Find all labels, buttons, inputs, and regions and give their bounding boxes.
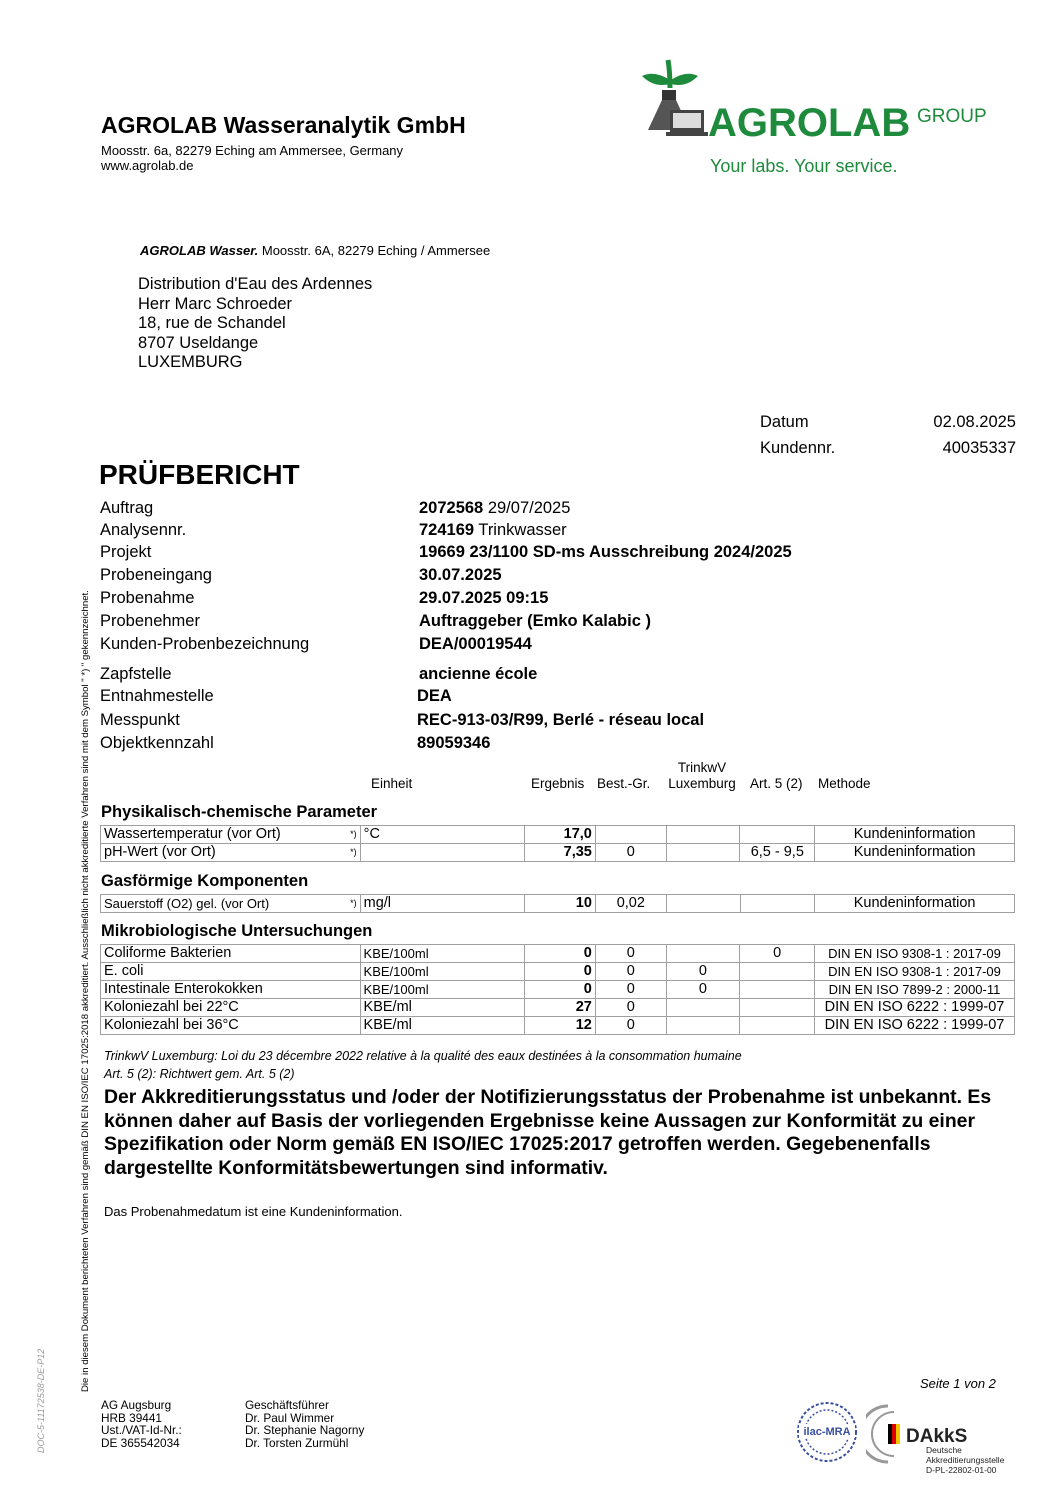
info-label: Messpunkt xyxy=(100,711,180,729)
sender-line xyxy=(140,243,490,258)
footer-line: HRB 39441 xyxy=(101,1410,162,1425)
page-number: Seite 1 von 2 xyxy=(920,1376,996,1391)
art5-cell xyxy=(740,999,815,1017)
unit-cell: KBE/100ml xyxy=(360,963,525,981)
footer-line: Geschäftsführer xyxy=(245,1398,329,1412)
info-value xyxy=(419,521,567,540)
non-accredited-flag: *) xyxy=(350,898,357,908)
recipient-line: 18, rue de Schandel xyxy=(138,314,286,333)
info-row-extraction-point xyxy=(100,687,860,709)
footer-line: AG Augsburg xyxy=(101,1398,172,1412)
sampling-date-note: Das Probenahmedatum ist eine Kundeninformation. xyxy=(104,1204,403,1219)
param-cell: Koloniezahl bei 22°C xyxy=(101,999,361,1017)
info-value: 30.07.2025 xyxy=(419,566,502,584)
col-header-method: Methode xyxy=(818,776,871,791)
trinkwv-cell xyxy=(666,895,740,913)
recipient-line: Herr Marc Schroeder xyxy=(138,294,293,313)
trinkwv-cell: 0 xyxy=(666,963,740,981)
company-name: AGROLAB Wasseranalytik GmbH xyxy=(101,112,466,138)
param-cell: Coliforme Bakterien xyxy=(101,945,361,963)
art5-cell xyxy=(740,895,815,913)
art5-cell: 0 xyxy=(740,945,815,963)
agrolab-logo xyxy=(640,58,1010,183)
result-cell: 12 xyxy=(525,1017,596,1035)
col-header-result: Ergebnis xyxy=(531,776,585,791)
art5-cell xyxy=(740,981,815,999)
result-cell: 10 xyxy=(525,895,596,913)
result-cell: 0 xyxy=(525,945,596,963)
footer-line: Dr. Paul Wimmer xyxy=(245,1410,335,1425)
limit-cell: 0 xyxy=(595,981,666,999)
lab-flask-icon xyxy=(642,60,708,136)
param-cell xyxy=(101,826,361,844)
art5-cell xyxy=(740,963,815,981)
trinkwv-cell xyxy=(666,826,740,844)
info-label: Probenahme xyxy=(100,589,195,607)
date-row xyxy=(760,413,1016,432)
info-value-plain: 29/07/2025 xyxy=(483,499,571,517)
company-address-block xyxy=(101,143,403,173)
non-accredited-flag: *) xyxy=(350,829,357,839)
footer-line: Ust./VAT-Id-Nr.: xyxy=(101,1423,182,1437)
result-cell: 0 xyxy=(525,963,596,981)
document-code: DOC-5-11172538-DE-P12 xyxy=(36,1348,46,1453)
accreditation-warning: Der Akkreditierungsstatus und /oder der Notifizierungsstatus der Probenahme ist unbekannt. Es können daher auf Basis der vorliegenden Ergebnisse keine Aussagen zur Konformität zu einer Spezifikation oder Norm gemäß EN ISO/IEC 17025:2017 getroffen werden. Gegebenenfalls dargestellte Konformitätsbewertungen sind informativ. xyxy=(104,1086,992,1179)
unit-cell: KBE/ml xyxy=(360,1017,525,1035)
method-cell: DIN EN ISO 7899-2 : 2000-11 xyxy=(815,981,1015,999)
trinkwv-cell xyxy=(666,999,740,1017)
ilac-text: ilac-MRA xyxy=(803,1426,851,1438)
accreditation-side-text: Die in diesem Dokument berichteten Verfahren sind gemäß DIN EN ISO/IEC 17025:2018 akkreditiert. Ausschließlich nicht akkreditierte Verfahren sind mit dem Symbol " *) " gekennzeichnet. xyxy=(80,590,91,1392)
sender-address: Moosstr. 6A, 82279 Eching / Ammersee xyxy=(261,243,491,258)
info-row-project xyxy=(100,543,860,565)
param-name: Sauerstoff (O2) gel. (vor Ort) xyxy=(104,896,270,911)
info-value: Auftraggeber (Emko Kalabic ) xyxy=(419,612,651,630)
limit-cell: 0 xyxy=(595,1017,666,1035)
results-table-gaseous xyxy=(100,894,1015,913)
method-cell: DIN EN ISO 9308-1 : 2017-09 xyxy=(815,963,1015,981)
param-cell xyxy=(101,844,361,862)
unit-cell: KBE/100ml xyxy=(360,945,525,963)
trinkwv-cell: 0 xyxy=(666,981,740,999)
non-accredited-flag: *) xyxy=(350,847,357,857)
section-title-physchem: Physikalisch-chemische Parameter xyxy=(101,803,378,821)
recipient-line: Distribution d'Eau des Ardennes xyxy=(138,275,373,293)
info-row-customer-sample-id xyxy=(100,635,860,657)
param-cell: Koloniezahl bei 36°C xyxy=(101,1017,361,1035)
footer-line: DE 365542034 xyxy=(101,1435,180,1450)
result-cell: 17,0 xyxy=(525,826,596,844)
info-value xyxy=(419,499,570,518)
info-label: Analysennr. xyxy=(100,521,187,539)
logo-slogan: Your labs. Your service. xyxy=(710,156,898,176)
col-header-unit: Einheit xyxy=(371,776,413,791)
param-name: Wassertemperatur (vor Ort) xyxy=(104,826,281,842)
method-cell: DIN EN ISO 9308-1 : 2017-09 xyxy=(815,945,1015,963)
info-label: Entnahmestelle xyxy=(100,687,214,705)
info-row-order xyxy=(100,499,860,521)
ilac-mra-logo xyxy=(795,1400,859,1464)
art5-cell xyxy=(740,826,815,844)
table-row xyxy=(101,981,1015,999)
info-value: REC-913-03/R99, Berlé - réseau local xyxy=(417,711,705,729)
info-row-sampling xyxy=(100,589,860,611)
param-cell: Intestinale Enterokokken xyxy=(101,981,361,999)
recipient-line: LUXEMBURG xyxy=(138,353,243,372)
param-name: pH-Wert (vor Ort) xyxy=(104,844,216,860)
company-address: Moosstr. 6a, 82279 Eching am Ammersee, Germany xyxy=(101,143,404,158)
customer-number-row xyxy=(760,439,1016,458)
info-value: ancienne école xyxy=(419,665,538,683)
footnote-art5: Art. 5 (2): Richtwert gem. Art. 5 (2) xyxy=(104,1067,295,1081)
method-cell: DIN EN ISO 6222 : 1999-07 xyxy=(815,1017,1015,1035)
limit-cell: 0 xyxy=(595,844,666,862)
recipient-line: 8707 Useldange xyxy=(138,333,259,352)
method-cell: Kundeninformation xyxy=(815,844,1015,862)
info-value-bold: 2072568 xyxy=(419,499,484,517)
table-row xyxy=(101,1017,1015,1035)
results-table-physchem xyxy=(100,825,1015,862)
dakks-subtitle-1: Deutsche xyxy=(926,1445,962,1455)
info-label: Kunden-Probenbezeichnung xyxy=(100,635,310,653)
info-label: Auftrag xyxy=(100,499,154,517)
info-row-sampler xyxy=(100,612,860,634)
section-title-microbio: Mikrobiologische Untersuchungen xyxy=(101,922,373,940)
result-cell: 27 xyxy=(525,999,596,1017)
customer-number-value: 40035337 xyxy=(942,439,1016,457)
results-table-microbio xyxy=(100,944,1015,1035)
trinkwv-cell xyxy=(666,1017,740,1035)
info-row-analysis xyxy=(100,521,860,543)
col-header-trinkwv-top: TrinkwV xyxy=(677,760,727,775)
info-label: Zapfstelle xyxy=(100,665,172,683)
info-label: Projekt xyxy=(100,543,152,561)
info-value: 29.07.2025 09:15 xyxy=(419,589,549,607)
col-header-trinkwv xyxy=(664,760,740,792)
info-value: DEA/00019544 xyxy=(419,635,532,653)
info-row-measuring-point xyxy=(100,711,860,733)
info-label: Probeneingang xyxy=(100,566,212,584)
info-row-sample-receipt xyxy=(100,566,860,588)
table-row xyxy=(101,844,1015,862)
info-value-plain: Trinkwasser xyxy=(474,521,567,539)
limit-cell: 0,02 xyxy=(595,895,666,913)
method-cell: Kundeninformation xyxy=(815,895,1015,913)
report-title: PRÜFBERICHT xyxy=(99,459,300,490)
dakks-id: D-PL-22802-01-00 xyxy=(926,1465,997,1475)
unit-cell: KBE/ml xyxy=(360,999,525,1017)
param-cell: E. coli xyxy=(101,963,361,981)
method-cell: DIN EN ISO 6222 : 1999-07 xyxy=(815,999,1015,1017)
trinkwv-cell xyxy=(666,844,740,862)
result-cell: 0 xyxy=(525,981,596,999)
logo-brand-text: AGROLAB xyxy=(708,101,911,145)
sender-bold: AGROLAB Wasser. xyxy=(140,243,259,258)
art5-cell: 6,5 - 9,5 xyxy=(740,844,815,862)
footnote-trinkwv: TrinkwV Luxemburg: Loi du 23 décembre 2022 relative à la qualité des eaux destinées à la consommation humaine xyxy=(104,1049,742,1063)
section-title-gaseous: Gasförmige Komponenten xyxy=(101,872,309,890)
col-header-art5: Art. 5 (2) xyxy=(750,776,803,791)
date-value: 02.08.2025 xyxy=(933,413,1016,431)
table-row xyxy=(101,999,1015,1017)
limit-cell: 0 xyxy=(595,963,666,981)
limit-cell xyxy=(595,826,666,844)
info-label: Objektkennzahl xyxy=(100,734,214,752)
col-header-trinkwv-bottom: Luxemburg xyxy=(668,776,736,791)
limit-cell: 0 xyxy=(595,945,666,963)
info-value: 19669 23/1100 SD-ms Ausschreibung 2024/2025 xyxy=(419,543,792,561)
footer-management xyxy=(245,1399,364,1449)
unit-cell xyxy=(360,844,524,862)
table-row xyxy=(101,945,1015,963)
info-value: DEA xyxy=(417,687,452,705)
footer-line: Dr. Stephanie Nagorny xyxy=(245,1423,365,1437)
customer-number-label: Kundennr. xyxy=(760,439,836,457)
footer-line: Dr. Torsten Zurmühl xyxy=(245,1435,349,1450)
param-cell xyxy=(101,895,361,913)
info-value-bold: 724169 xyxy=(419,521,475,539)
unit-cell: °C xyxy=(360,826,524,844)
info-row-object-id xyxy=(100,734,860,756)
unit-cell: KBE/100ml xyxy=(360,981,525,999)
unit-cell: mg/l xyxy=(360,895,524,913)
dakks-logo xyxy=(866,1400,1016,1478)
limit-cell: 0 xyxy=(595,999,666,1017)
dakks-subtitle-2: Akkreditierungsstelle xyxy=(926,1455,1005,1465)
footer-registry xyxy=(101,1399,182,1449)
date-label: Datum xyxy=(760,413,809,431)
col-header-limit: Best.-Gr. xyxy=(597,776,651,791)
info-value: 89059346 xyxy=(417,734,491,752)
table-row xyxy=(101,963,1015,981)
table-row xyxy=(101,826,1015,844)
dakks-text: DAkkS xyxy=(906,1426,968,1447)
logo-group-text: GROUP xyxy=(917,106,987,127)
art5-cell xyxy=(740,1017,815,1035)
company-website: www.agrolab.de xyxy=(101,158,194,173)
recipient-address xyxy=(138,275,372,373)
result-cell: 7,35 xyxy=(525,844,596,862)
trinkwv-cell xyxy=(666,945,740,963)
method-cell: Kundeninformation xyxy=(815,826,1015,844)
table-row xyxy=(101,895,1015,913)
info-label: Probenehmer xyxy=(100,612,200,630)
info-row-tap xyxy=(100,665,860,687)
